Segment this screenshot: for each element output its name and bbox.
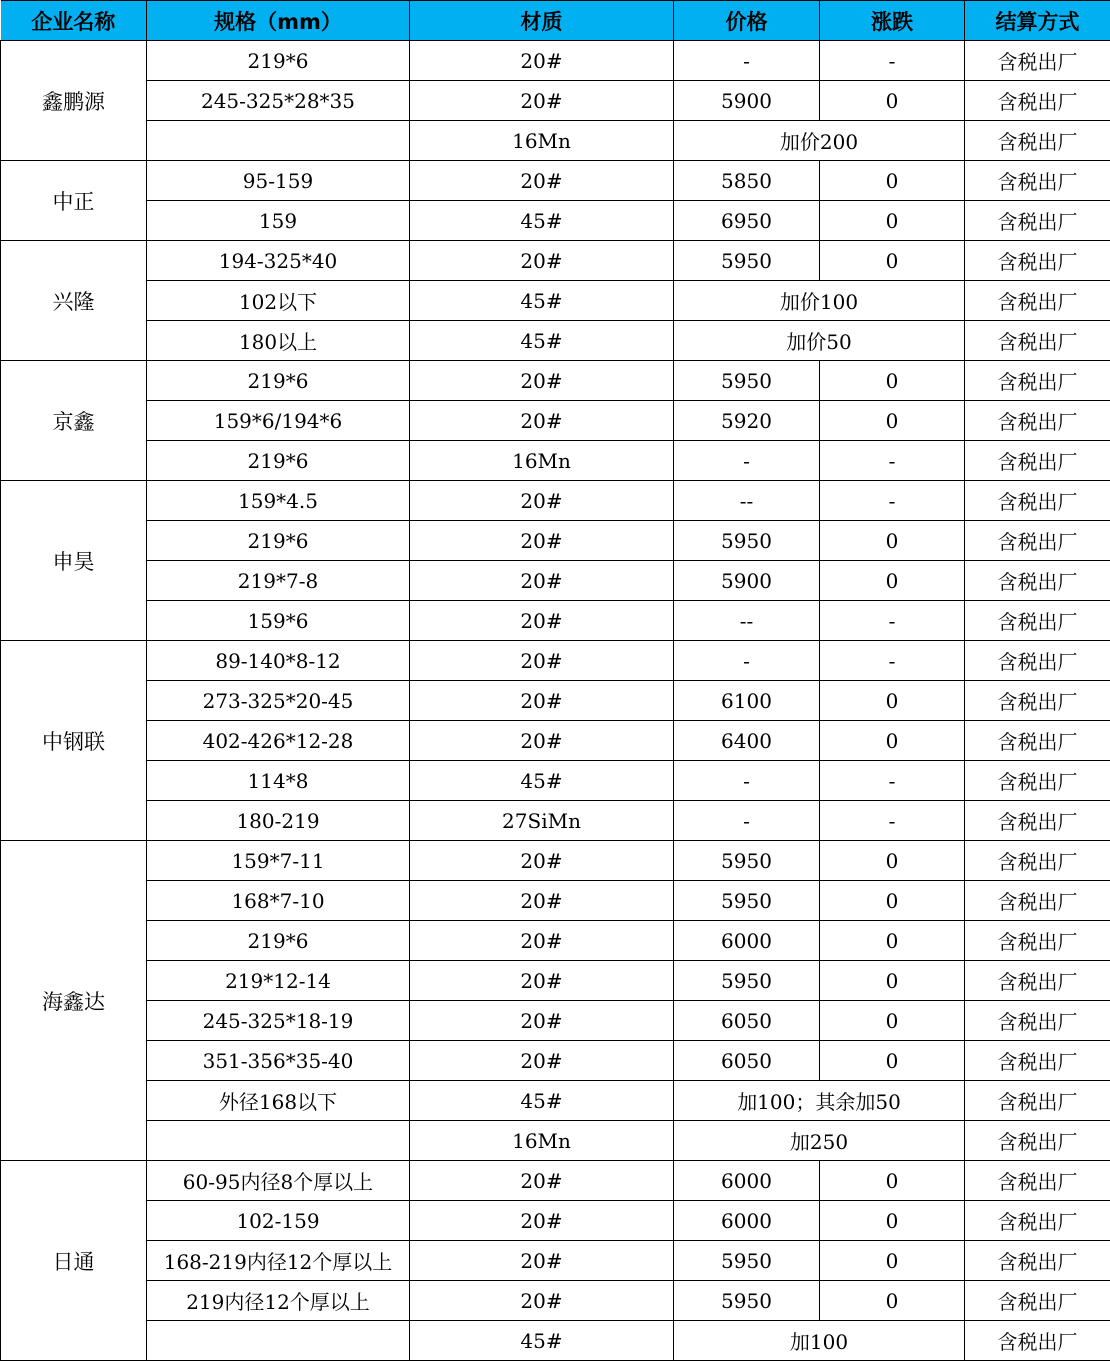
material-cell: 20# xyxy=(410,1001,674,1041)
price-cell: 5920 xyxy=(674,401,820,441)
material-cell: 20# xyxy=(410,601,674,641)
company-cell: 申昊 xyxy=(1,481,147,641)
settlement-cell: 含税出厂 xyxy=(965,401,1110,441)
price-cell: - xyxy=(674,41,820,81)
table-row xyxy=(1,1041,1110,1081)
material-cell: 20# xyxy=(410,521,674,561)
spec-cell: 219*12-14 xyxy=(147,961,410,1001)
spec-cell: 180-219 xyxy=(147,801,410,841)
settlement-cell: 含税出厂 xyxy=(965,641,1110,681)
table-row xyxy=(1,161,1110,201)
spec-cell: 102-159 xyxy=(147,1201,410,1241)
spec-cell: 219*6 xyxy=(147,921,410,961)
material-cell: 20# xyxy=(410,361,674,401)
table-row xyxy=(1,81,1110,121)
material-cell: 20# xyxy=(410,1041,674,1081)
price-cell: 5950 xyxy=(674,961,820,1001)
material-cell: 20# xyxy=(410,81,674,121)
settlement-cell: 含税出厂 xyxy=(965,761,1110,801)
table-row xyxy=(1,401,1110,441)
material-cell: 20# xyxy=(410,1241,674,1281)
settlement-cell: 含税出厂 xyxy=(965,721,1110,761)
material-cell: 20# xyxy=(410,161,674,201)
price-cell: 5950 xyxy=(674,881,820,921)
material-cell: 20# xyxy=(410,1201,674,1241)
table-row xyxy=(1,1161,1110,1201)
table-row xyxy=(1,241,1110,281)
change-cell: 0 xyxy=(820,81,965,121)
spec-cell: 外径168以下 xyxy=(147,1081,410,1121)
spec-cell: 159*6/194*6 xyxy=(147,401,410,441)
table-row xyxy=(1,321,1110,361)
settlement-cell: 含税出厂 xyxy=(965,601,1110,641)
change-cell: 0 xyxy=(820,881,965,921)
spec-cell: 114*8 xyxy=(147,761,410,801)
settlement-cell: 含税出厂 xyxy=(965,41,1110,81)
table-row xyxy=(1,921,1110,961)
spec-cell: 159*4.5 xyxy=(147,481,410,521)
settlement-cell: 含税出厂 xyxy=(965,521,1110,561)
price-cell: 6000 xyxy=(674,1201,820,1241)
spec-cell: 159 xyxy=(147,201,410,241)
material-cell: 45# xyxy=(410,201,674,241)
material-cell: 20# xyxy=(410,841,674,881)
table-row xyxy=(1,1121,1110,1161)
spec-cell: 159*6 xyxy=(147,601,410,641)
settlement-cell: 含税出厂 xyxy=(965,1281,1110,1321)
settlement-cell: 含税出厂 xyxy=(965,81,1110,121)
material-cell: 20# xyxy=(410,481,674,521)
settlement-cell: 含税出厂 xyxy=(965,1321,1110,1361)
material-cell: 16Mn xyxy=(410,441,674,481)
material-cell: 20# xyxy=(410,961,674,1001)
header-company: 企业名称 xyxy=(1,1,147,41)
table-row xyxy=(1,1281,1110,1321)
price-note-cell: 加价200 xyxy=(674,121,965,161)
table-row xyxy=(1,721,1110,761)
price-note-cell: 加100 xyxy=(674,1321,965,1361)
material-cell: 45# xyxy=(410,1321,674,1361)
settlement-cell: 含税出厂 xyxy=(965,1081,1110,1121)
table-row xyxy=(1,881,1110,921)
table-row xyxy=(1,961,1110,1001)
table-row xyxy=(1,1001,1110,1041)
table-row xyxy=(1,601,1110,641)
material-cell: 20# xyxy=(410,401,674,441)
change-cell: 0 xyxy=(820,161,965,201)
header-material: 材质 xyxy=(410,1,674,41)
change-cell: 0 xyxy=(820,561,965,601)
change-cell: 0 xyxy=(820,241,965,281)
settlement-cell: 含税出厂 xyxy=(965,681,1110,721)
material-cell: 20# xyxy=(410,241,674,281)
settlement-cell: 含税出厂 xyxy=(965,241,1110,281)
company-cell: 兴隆 xyxy=(1,241,147,361)
price-cell: 5950 xyxy=(674,1241,820,1281)
price-cell: 6000 xyxy=(674,1161,820,1201)
price-cell: -- xyxy=(674,601,820,641)
price-cell: - xyxy=(674,641,820,681)
change-cell: - xyxy=(820,641,965,681)
change-cell: 0 xyxy=(820,841,965,881)
price-cell: 5900 xyxy=(674,561,820,601)
spec-cell: 245-325*28*35 xyxy=(147,81,410,121)
change-cell: - xyxy=(820,481,965,521)
settlement-cell: 含税出厂 xyxy=(965,1161,1110,1201)
settlement-cell: 含税出厂 xyxy=(965,161,1110,201)
table-row xyxy=(1,361,1110,401)
material-cell: 20# xyxy=(410,41,674,81)
table-row xyxy=(1,441,1110,481)
change-cell: 0 xyxy=(820,681,965,721)
settlement-cell: 含税出厂 xyxy=(965,1041,1110,1081)
change-cell: 0 xyxy=(820,401,965,441)
material-cell: 16Mn xyxy=(410,121,674,161)
material-cell: 20# xyxy=(410,921,674,961)
spec-cell: 95-159 xyxy=(147,161,410,201)
price-note-cell: 加价50 xyxy=(674,321,965,361)
material-cell: 45# xyxy=(410,281,674,321)
change-cell: 0 xyxy=(820,1161,965,1201)
settlement-cell: 含税出厂 xyxy=(965,281,1110,321)
spec-cell: 245-325*18-19 xyxy=(147,1001,410,1041)
settlement-cell: 含税出厂 xyxy=(965,481,1110,521)
table-row xyxy=(1,121,1110,161)
spec-cell: 402-426*12-28 xyxy=(147,721,410,761)
change-cell: - xyxy=(820,41,965,81)
settlement-cell: 含税出厂 xyxy=(965,1241,1110,1281)
price-cell: - xyxy=(674,801,820,841)
price-cell: 6950 xyxy=(674,201,820,241)
change-cell: 0 xyxy=(820,1001,965,1041)
material-cell: 20# xyxy=(410,561,674,601)
price-cell: 5950 xyxy=(674,521,820,561)
price-note-cell: 加价100 xyxy=(674,281,965,321)
price-cell: 6050 xyxy=(674,1041,820,1081)
settlement-cell: 含税出厂 xyxy=(965,961,1110,1001)
price-cell: 6400 xyxy=(674,721,820,761)
change-cell: 0 xyxy=(820,921,965,961)
company-cell: 京鑫 xyxy=(1,361,147,481)
change-cell: - xyxy=(820,601,965,641)
price-note-cell: 加250 xyxy=(674,1121,965,1161)
spec-cell: 273-325*20-45 xyxy=(147,681,410,721)
spec-cell: 351-356*35-40 xyxy=(147,1041,410,1081)
price-cell: 6100 xyxy=(674,681,820,721)
change-cell: - xyxy=(820,441,965,481)
table-row xyxy=(1,1081,1110,1121)
spec-cell: 168-219内径12个厚以上 xyxy=(147,1241,410,1281)
settlement-cell: 含税出厂 xyxy=(965,1201,1110,1241)
price-cell: 6000 xyxy=(674,921,820,961)
spec-cell: 102以下 xyxy=(147,281,410,321)
table-row xyxy=(1,1241,1110,1281)
company-cell: 海鑫达 xyxy=(1,841,147,1161)
change-cell: - xyxy=(820,761,965,801)
spec-cell: 219内径12个厚以上 xyxy=(147,1281,410,1321)
settlement-cell: 含税出厂 xyxy=(965,841,1110,881)
material-cell: 20# xyxy=(410,1161,674,1201)
spec-cell: 180以上 xyxy=(147,321,410,361)
change-cell: 0 xyxy=(820,1201,965,1241)
company-cell: 中钢联 xyxy=(1,641,147,841)
material-cell: 20# xyxy=(410,1281,674,1321)
settlement-cell: 含税出厂 xyxy=(965,361,1110,401)
price-cell: -- xyxy=(674,481,820,521)
company-cell: 日通 xyxy=(1,1161,147,1361)
settlement-cell: 含税出厂 xyxy=(965,321,1110,361)
material-cell: 16Mn xyxy=(410,1121,674,1161)
spec-cell: 219*7-8 xyxy=(147,561,410,601)
price-note-cell: 加100；其余加50 xyxy=(674,1081,965,1121)
settlement-cell: 含税出厂 xyxy=(965,801,1110,841)
material-cell: 45# xyxy=(410,1081,674,1121)
header-settlement: 结算方式 xyxy=(965,1,1110,41)
spec-cell: 219*6 xyxy=(147,521,410,561)
table-row xyxy=(1,521,1110,561)
material-cell: 20# xyxy=(410,641,674,681)
table-row xyxy=(1,841,1110,881)
material-cell: 20# xyxy=(410,881,674,921)
table-row xyxy=(1,561,1110,601)
spec-cell: 89-140*8-12 xyxy=(147,641,410,681)
header-row xyxy=(1,1,1110,41)
change-cell: 0 xyxy=(820,961,965,1001)
change-cell: 0 xyxy=(820,1041,965,1081)
change-cell: 0 xyxy=(820,361,965,401)
header-change: 涨跌 xyxy=(820,1,965,41)
material-cell: 27SiMn xyxy=(410,801,674,841)
material-cell: 45# xyxy=(410,761,674,801)
table-row xyxy=(1,201,1110,241)
change-cell: 0 xyxy=(820,1281,965,1321)
change-cell: - xyxy=(820,801,965,841)
spec-cell xyxy=(147,1321,410,1361)
settlement-cell: 含税出厂 xyxy=(965,1001,1110,1041)
table-row xyxy=(1,1201,1110,1241)
price-cell: 5950 xyxy=(674,241,820,281)
material-cell: 45# xyxy=(410,321,674,361)
settlement-cell: 含税出厂 xyxy=(965,1121,1110,1161)
change-cell: 0 xyxy=(820,721,965,761)
table-row xyxy=(1,681,1110,721)
spec-cell: 159*7-11 xyxy=(147,841,410,881)
settlement-cell: 含税出厂 xyxy=(965,561,1110,601)
header-spec: 规格（mm） xyxy=(147,1,410,41)
price-cell: 5950 xyxy=(674,1281,820,1321)
spec-cell: 194-325*40 xyxy=(147,241,410,281)
table-row xyxy=(1,41,1110,81)
change-cell: 0 xyxy=(820,521,965,561)
table-row xyxy=(1,761,1110,801)
change-cell: 0 xyxy=(820,201,965,241)
table-body xyxy=(1,41,1110,1361)
price-cell: 6050 xyxy=(674,1001,820,1041)
spec-cell xyxy=(147,121,410,161)
price-cell: - xyxy=(674,441,820,481)
spec-cell: 60-95内径8个厚以上 xyxy=(147,1161,410,1201)
spec-cell: 219*6 xyxy=(147,441,410,481)
settlement-cell: 含税出厂 xyxy=(965,441,1110,481)
header-price: 价格 xyxy=(674,1,820,41)
material-cell: 20# xyxy=(410,721,674,761)
settlement-cell: 含税出厂 xyxy=(965,121,1110,161)
spec-cell: 219*6 xyxy=(147,41,410,81)
price-cell: - xyxy=(674,761,820,801)
material-cell: 20# xyxy=(410,681,674,721)
price-cell: 5950 xyxy=(674,841,820,881)
settlement-cell: 含税出厂 xyxy=(965,921,1110,961)
spec-cell: 219*6 xyxy=(147,361,410,401)
settlement-cell: 含税出厂 xyxy=(965,201,1110,241)
spec-cell: 168*7-10 xyxy=(147,881,410,921)
table-row xyxy=(1,1321,1110,1361)
company-cell: 鑫鹏源 xyxy=(1,41,147,161)
price-cell: 5850 xyxy=(674,161,820,201)
company-cell: 中正 xyxy=(1,161,147,241)
change-cell: 0 xyxy=(820,1241,965,1281)
table-row xyxy=(1,801,1110,841)
spec-cell xyxy=(147,1121,410,1161)
table-row xyxy=(1,641,1110,681)
table-row xyxy=(1,481,1110,521)
price-cell: 5900 xyxy=(674,81,820,121)
settlement-cell: 含税出厂 xyxy=(965,881,1110,921)
table-row xyxy=(1,281,1110,321)
price-cell: 5950 xyxy=(674,361,820,401)
